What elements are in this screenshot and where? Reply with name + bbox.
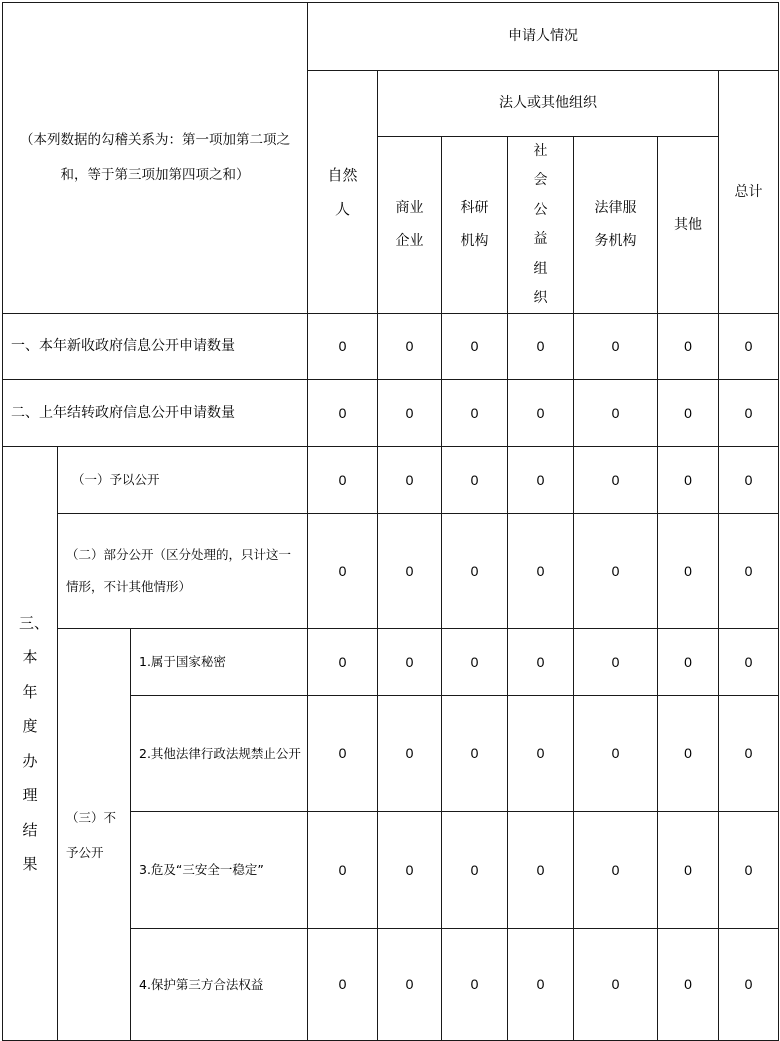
header-natural-person: 自然人	[308, 71, 378, 314]
cell-value: 0	[574, 929, 658, 1041]
cell-value: 0	[442, 514, 508, 629]
cell-value: 0	[719, 696, 779, 812]
statistics-table	[2, 2, 779, 1041]
cell-value: 0	[658, 514, 719, 629]
cell-value: 0	[658, 696, 719, 812]
row-label: 2.其他法律行政法规禁止公开	[131, 696, 308, 812]
header-legal-org: 法人或其他组织	[378, 71, 719, 137]
table-row	[3, 447, 779, 514]
cell-value: 0	[658, 447, 719, 514]
header-note: （本列数据的勾稽关系为：第一项加第二项之和，等于第三项加第四项之和）	[3, 3, 308, 314]
cell-value: 0	[508, 696, 574, 812]
cell-value: 0	[574, 514, 658, 629]
table-row	[3, 380, 779, 447]
header-applicant: 申请人情况	[308, 3, 779, 71]
cell-value: 0	[442, 929, 508, 1041]
cell-value: 0	[658, 629, 719, 696]
cell-value: 0	[658, 812, 719, 929]
cell-value: 0	[308, 447, 378, 514]
header-public-welfare: 社会公益组织	[508, 137, 574, 314]
cell-value: 0	[378, 929, 442, 1041]
cell-value: 0	[719, 314, 779, 380]
table-row	[3, 314, 779, 380]
cell-value: 0	[378, 812, 442, 929]
cell-value: 0	[719, 929, 779, 1041]
cell-value: 0	[574, 629, 658, 696]
header-legal-service: 法律服务机构	[574, 137, 658, 314]
row-label: 一、本年新收政府信息公开申请数量	[3, 314, 308, 380]
group-3-label: （三）不予公开	[58, 629, 131, 1041]
header-research: 科研机构	[442, 137, 508, 314]
cell-value: 0	[508, 447, 574, 514]
cell-value: 0	[442, 812, 508, 929]
cell-value: 0	[719, 447, 779, 514]
row-label: （一）予以公开	[58, 447, 308, 514]
cell-value: 0	[308, 929, 378, 1041]
row-label: 1.属于国家秘密	[131, 629, 308, 696]
cell-value: 0	[658, 929, 719, 1041]
cell-value: 0	[378, 447, 442, 514]
table-row	[3, 629, 779, 696]
cell-value: 0	[574, 314, 658, 380]
cell-value: 0	[308, 696, 378, 812]
cell-value: 0	[719, 629, 779, 696]
row-label: 二、上年结转政府信息公开申请数量	[3, 380, 308, 447]
cell-value: 0	[574, 447, 658, 514]
row-label: 4.保护第三方合法权益	[131, 929, 308, 1041]
cell-value: 0	[442, 629, 508, 696]
cell-value: 0	[508, 629, 574, 696]
cell-value: 0	[378, 629, 442, 696]
row-label: （二）部分公开（区分处理的，只计这一情形，不计其他情形）	[58, 514, 308, 629]
cell-value: 0	[442, 447, 508, 514]
row-label: 3.危及“三安全一稳定”	[131, 812, 308, 929]
cell-value: 0	[508, 929, 574, 1041]
cell-value: 0	[442, 696, 508, 812]
cell-value: 0	[574, 812, 658, 929]
cell-value: 0	[442, 314, 508, 380]
cell-value: 0	[308, 812, 378, 929]
cell-value: 0	[378, 314, 442, 380]
cell-value: 0	[508, 514, 574, 629]
cell-value: 0	[378, 514, 442, 629]
cell-value: 0	[378, 696, 442, 812]
header-other: 其他	[658, 137, 719, 314]
table-row	[3, 514, 779, 629]
cell-value: 0	[658, 380, 719, 447]
cell-value: 0	[574, 380, 658, 447]
cell-value: 0	[442, 380, 508, 447]
section-3-label: 三、本年度办理结果	[3, 447, 58, 1041]
cell-value: 0	[508, 812, 574, 929]
cell-value: 0	[308, 514, 378, 629]
cell-value: 0	[719, 514, 779, 629]
cell-value: 0	[719, 812, 779, 929]
cell-value: 0	[378, 380, 442, 447]
cell-value: 0	[308, 380, 378, 447]
cell-value: 0	[508, 314, 574, 380]
cell-value: 0	[308, 629, 378, 696]
cell-value: 0	[658, 314, 719, 380]
cell-value: 0	[719, 380, 779, 447]
cell-value: 0	[574, 696, 658, 812]
cell-value: 0	[308, 314, 378, 380]
header-commercial: 商业企业	[378, 137, 442, 314]
header-total: 总计	[719, 71, 779, 314]
cell-value: 0	[508, 380, 574, 447]
